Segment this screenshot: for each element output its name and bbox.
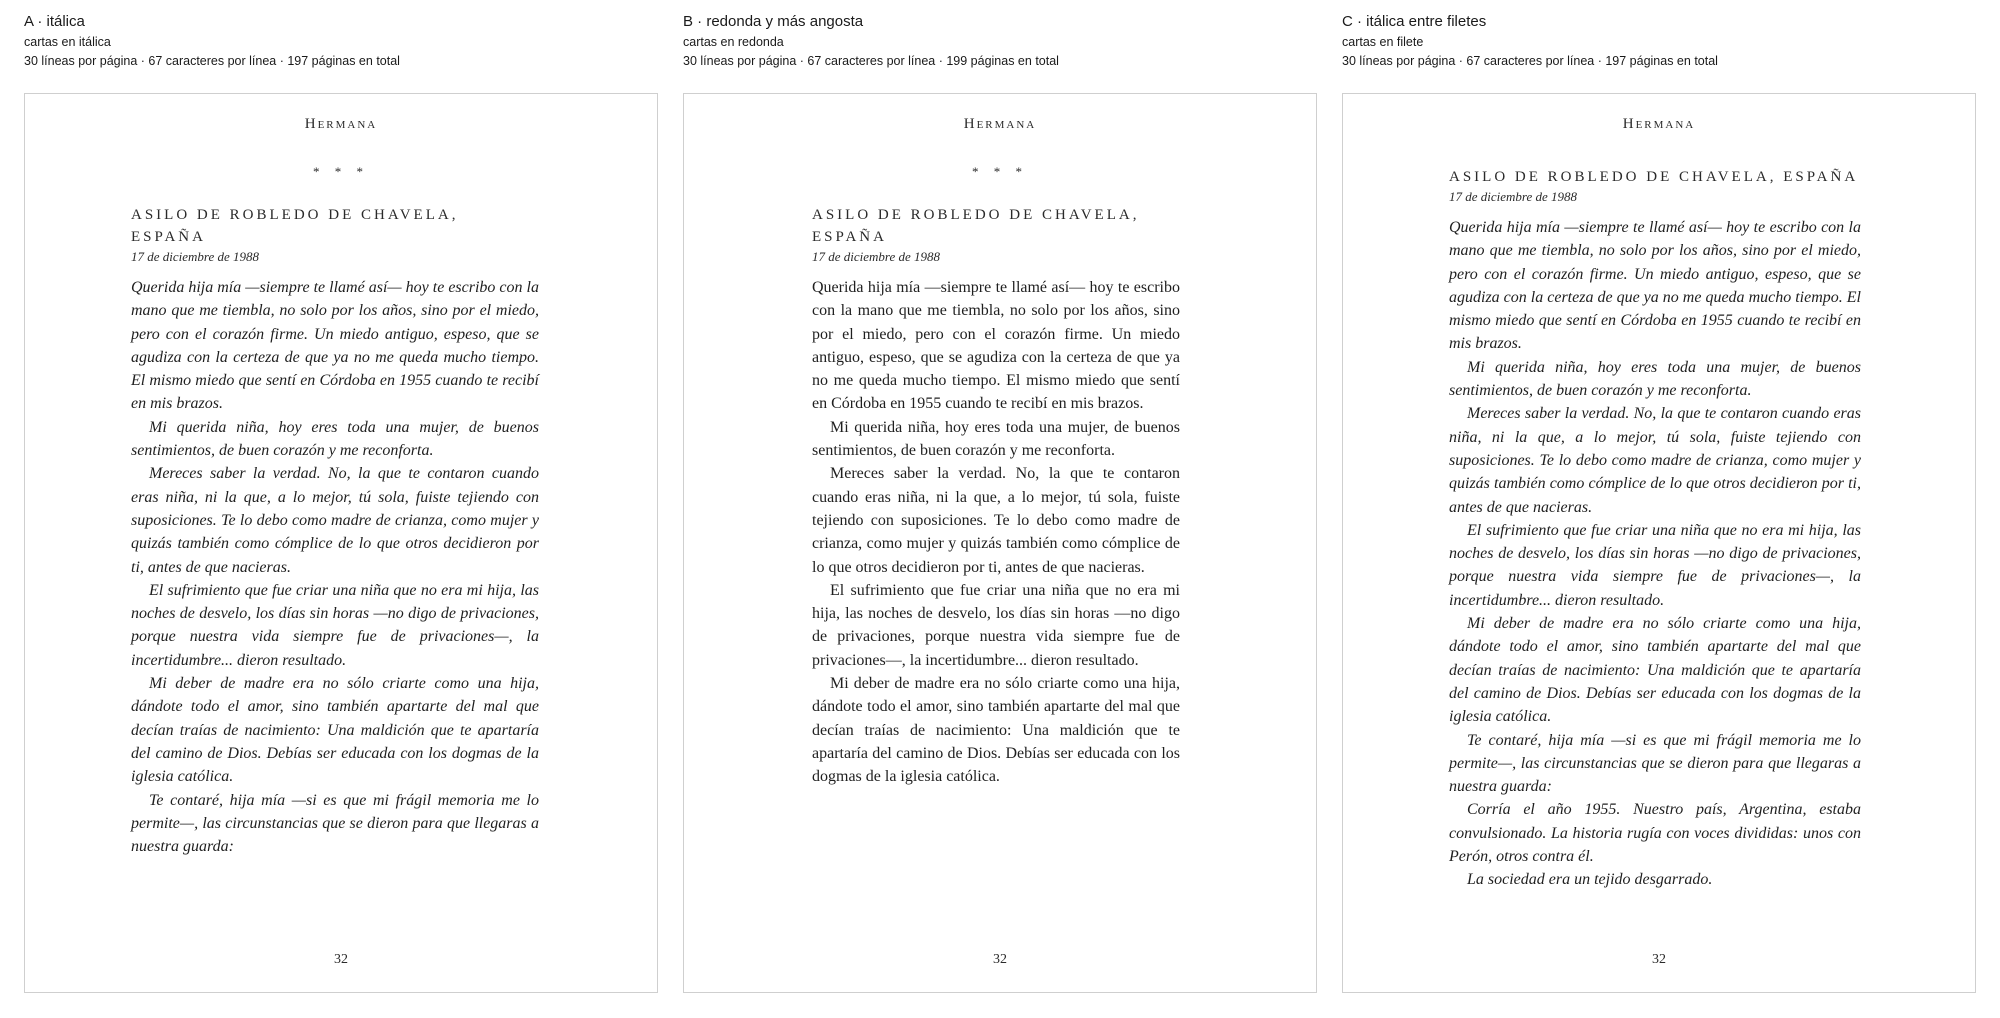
letter-paragraph: Mi querida niña, hoy eres toda una mujer, de buenos sentimientos, de buen corazón y me reconforta. bbox=[131, 418, 539, 460]
letter-paragraph: Mi querida niña, hoy eres toda una mujer, de buenos sentimientos, de buen corazón y me reconforta. bbox=[1449, 358, 1861, 400]
section-ornament: * * * bbox=[972, 164, 1028, 179]
page-number: 32 bbox=[334, 952, 348, 967]
letter-body bbox=[1449, 166, 1861, 892]
variant-subtitle: cartas en filete bbox=[1342, 35, 1424, 49]
letter-paragraph: Corría el año 1955. Nuestro país, Argentina, estaba convulsionado. La historia rugía con voces divididas: unos con Perón, otros contra él. bbox=[1449, 801, 1861, 866]
letter-paragraph: Mereces saber la verdad. No, la que te contaron cuando eras niña, ni la que, a lo mejor, tú sola, fuiste tejiendo con suposiciones. Te lo debo como madre de crianza, como mujer y quizás también como cómplice de lo que otros decidieron por ti, antes de que nacieras. bbox=[1449, 405, 1861, 516]
letter-heading: ASILO DE ROBLEDO DE CHAVELA, ESPAÑA bbox=[1449, 169, 1859, 185]
variant-title: A · itálica bbox=[24, 13, 85, 30]
running-head: Hermana bbox=[963, 116, 1037, 132]
variant-stats: 30 líneas por página · 67 caracteres por línea · 197 páginas en total bbox=[1342, 54, 1718, 68]
letter-paragraph: El sufrimiento que fue criar una niña que no era mi hija, las noches de desvelo, los días sin horas —no digo de privaciones, porque nuestra vida siempre fue de privaciones—, la incertidumbre... dieron resultado. bbox=[131, 581, 539, 669]
letter-paragraph: El sufrimiento que fue criar una niña que no era mi hija, las noches de desvelo, los días sin horas —no digo de privaciones, porque nuestra vida siempre fue de privaciones—, la incertidumbre... dieron resultado. bbox=[1449, 521, 1861, 609]
book-page bbox=[683, 93, 1317, 993]
variant-subtitle: cartas en redonda bbox=[683, 35, 784, 49]
book-page bbox=[24, 93, 658, 993]
letter-body bbox=[131, 204, 539, 858]
letter-paragraph: Mereces saber la verdad. No, la que te contaron cuando eras niña, ni la que, a lo mejor, tú sola, fuiste tejiendo con suposiciones. Te lo debo como madre de crianza, como mujer y quizás también como cómplice de lo que otros decidieron por ti, antes de que nacieras. bbox=[131, 465, 539, 576]
page-number: 32 bbox=[993, 952, 1007, 967]
section-ornament: * * * bbox=[313, 164, 369, 179]
letter-paragraph: Te contaré, hija mía —si es que mi frágil memoria me lo permite—, las circunstancias que se dieron para que llegaras a nuestra guarda: bbox=[131, 791, 539, 856]
variant-title: C · itálica entre filetes bbox=[1342, 13, 1487, 30]
letter-paragraph: Querida hija mía —siempre te llamé así— hoy te escribo con la mano que me tiembla, no solo por los años, sino por el miedo, pero con el corazón firme. Un miedo antiguo, espeso, que se agudiza con la certeza de que ya no me queda mucho tiempo. El mismo miedo que sentí en Córdoba en 1955 cuando te recibí en mis brazos. bbox=[1449, 219, 1861, 353]
variant-subtitle: cartas en itálica bbox=[24, 35, 111, 49]
running-head: Hermana bbox=[1622, 116, 1696, 132]
letter-date: 17 de diciembre de 1988 bbox=[1449, 189, 1578, 204]
letter-paragraph: La sociedad era un tejido desgarrado. bbox=[1467, 871, 1713, 889]
book-page bbox=[1342, 93, 1976, 993]
letter-paragraph: El sufrimiento que fue criar una niña que no era mi hija, las noches de desvelo, los días sin horas —no digo de privaciones, porque nuestra vida siempre fue de privaciones—, la incertidumbre... dieron resultado. bbox=[812, 581, 1180, 669]
letter-heading: ASILO DE ROBLEDO DE CHAVELA, ESPAÑA bbox=[131, 207, 459, 245]
letter-paragraph: Te contaré, hija mía —si es que mi frágil memoria me lo permite—, las circunstancias que se dieron para que llegaras a nuestra guarda: bbox=[1449, 731, 1861, 796]
variant-stats: 30 líneas por página · 67 caracteres por línea · 199 páginas en total bbox=[683, 54, 1059, 68]
letter-date: 17 de diciembre de 1988 bbox=[131, 249, 260, 264]
letter-paragraph: Mi deber de madre era no sólo criarte como una hija, dándote todo el amor, sino también apartarte del mal que decían traías de nacimiento: Una maldición que te apartaría del camino de Dios. Debías ser educada con los dogmas de la iglesia católica. bbox=[1449, 615, 1861, 726]
letter-paragraph: Mi querida niña, hoy eres toda una mujer, de buenos sentimientos, de buen corazón y me reconforta. bbox=[812, 418, 1180, 460]
variant-title: B · redonda y más angosta bbox=[683, 13, 864, 30]
letter-body bbox=[812, 204, 1180, 789]
page-number: 32 bbox=[1652, 952, 1666, 967]
running-head: Hermana bbox=[304, 116, 378, 132]
letter-paragraph: Querida hija mía —siempre te llamé así— hoy te escribo con la mano que me tiembla, no solo por los años, sino por el miedo, pero con el corazón firme. Un miedo antiguo, espeso, que se agudiza con la certeza de que ya no me queda mucho tiempo. El mismo miedo que sentí en Córdoba en 1955 cuando te recibí en mis brazos. bbox=[131, 279, 539, 413]
letter-date: 17 de diciembre de 1988 bbox=[812, 249, 941, 264]
letter-paragraph: Mereces saber la verdad. No, la que te contaron cuando eras niña, ni la que, a lo mejor, tú sola, fuiste tejiendo con suposiciones. Te lo debo como madre de crianza, como mujer y quizás también como cómplice de lo que otros decidieron por ti, antes de que nacieras. bbox=[812, 465, 1180, 576]
letter-paragraph: Mi deber de madre era no sólo criarte como una hija, dándote todo el amor, sino también apartarte del mal que decían traías de nacimiento: Una maldición que te apartaría del camino de Dios. Debías ser educada con los dogmas de la iglesia católica. bbox=[131, 675, 539, 786]
variant-stats: 30 líneas por página · 67 caracteres por línea · 197 páginas en total bbox=[24, 54, 400, 68]
letter-paragraph: Querida hija mía —siempre te llamé así— hoy te escribo con la mano que me tiembla, no solo por los años, sino por el miedo, pero con el corazón firme. Un miedo antiguo, espeso, que se agudiza con la certeza de que ya no me queda mucho tiempo. El mismo miedo que sentí en Córdoba en 1955 cuando te recibí en mis brazos. bbox=[812, 279, 1180, 413]
letter-heading: ASILO DE ROBLEDO DE CHAVELA, ESPAÑA bbox=[812, 207, 1140, 245]
letter-paragraph: Mi deber de madre era no sólo criarte como una hija, dándote todo el amor, sino también apartarte del mal que decían traías de nacimiento: Una maldición que te apartaría del camino de Dios. Debías ser educada con los dogmas de la iglesia católica. bbox=[812, 675, 1180, 786]
